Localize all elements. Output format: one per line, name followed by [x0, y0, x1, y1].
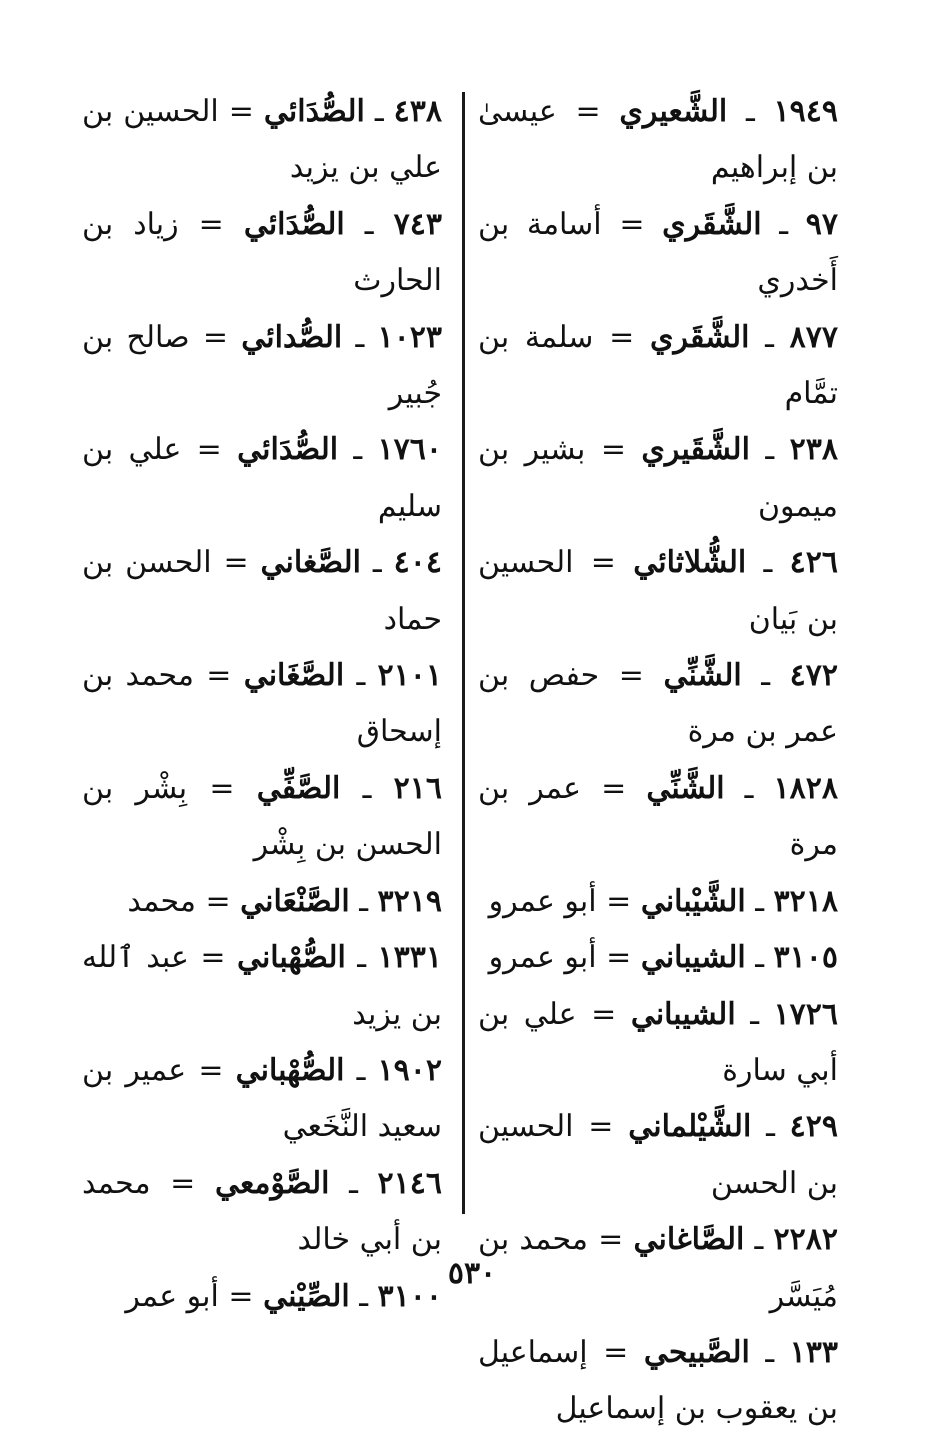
entry-name: الصَّغَاني — [243, 658, 345, 694]
index-entry: ٣١٠٠ ـ الصِّيْني = أبو عمر — [125, 1278, 442, 1314]
entry-name: الصُّدَائي — [243, 206, 345, 242]
entry-name: الشيباني — [640, 940, 746, 976]
entry-number: ١٩٠٢ — [377, 1052, 442, 1088]
index-entry: ١٧٢٦ ـ الشيباني = علي بن أبي سارة — [478, 996, 838, 1088]
entry-number: ٤٧٢ — [789, 658, 838, 694]
entry-name: الصَّوْمعي — [214, 1165, 330, 1201]
index-entry: ٢٣٨ ـ الشَّقَيري = بشير بن ميمون — [478, 432, 838, 524]
index-entry: ٤٣٨ ـ الصُّدَائي = الحسين بن علي بن يزيد — [82, 94, 442, 186]
entry-number: ٣١٠٠ — [377, 1278, 442, 1314]
entry-value: الحسين بن علي بن يزيد — [82, 94, 442, 186]
entry-value: سلمة بن تمَّام — [478, 319, 838, 412]
index-entry: ٣١٠٥ ـ الشيباني = أبو عمرو — [488, 940, 838, 976]
entry-value: عمر بن مرة — [478, 770, 838, 863]
entry-name: الشَّيْلماني — [628, 1109, 752, 1145]
index-entry: ١٣٣ ـ الصَّبيحي = إسماعيل بن يعقوب بن إسماعيل — [478, 1334, 838, 1427]
index-entry: ١٨٢٨ ـ الشَّنِّي = عمر بن مرة — [478, 770, 838, 863]
entry-number: ٣١٠٥ — [773, 940, 838, 976]
entry-value: حفص بن عمر بن مرة — [478, 658, 838, 750]
index-entry: ١٣٣١ ـ الصُّهْباني = عبد ٱلله بن يزيد — [82, 940, 442, 1032]
index-entry: ٤٢٩ ـ الشَّيْلماني = الحسين بن الحسن — [478, 1109, 838, 1201]
entry-number: ١٨٢٨ — [773, 770, 838, 806]
entry-number: ٢١٦ — [393, 770, 442, 806]
entry-number: ١٣٣١ — [377, 940, 442, 976]
index-entry: ٤٠٤ ـ الصَّغاني = الحسن بن حماد — [82, 545, 442, 637]
index-entry: ٣٢١٨ ـ الشَّيْباني = أبو عمرو — [488, 883, 838, 919]
index-entry: ٢١٤٦ ـ الصَّوْمعي = محمد بن أبي خالد — [82, 1165, 442, 1258]
entry-number: ١٠٢٣ — [377, 319, 442, 355]
entry-name: الصُّدائي — [241, 319, 343, 355]
entry-name: الصُّهْباني — [236, 940, 346, 976]
index-entry: ٩٧ ـ الشَّقَري = أسامة بن أَخدري — [478, 206, 838, 299]
entry-value: أبو عمرو — [488, 940, 597, 976]
entry-value: أبو عمرو — [488, 883, 597, 919]
entry-value: أسامة بن أَخدري — [478, 206, 838, 299]
entry-name: الصُّهْباني — [235, 1052, 345, 1088]
index-entry: ٧٤٣ ـ الصُّدَائي = زياد بن الحارث — [82, 206, 442, 299]
entry-number: ٨٧٧ — [789, 319, 838, 355]
entry-value: الحسين بن بَيان — [478, 545, 838, 637]
entry-number: ٤٣٨ — [393, 94, 442, 129]
entry-value: عمير بن سعيد النَّخَعي — [82, 1052, 442, 1145]
entry-name: الشُّلاثائي — [633, 545, 747, 581]
entry-number: ٤٢٩ — [789, 1109, 838, 1145]
entry-number: ٢١٠١ — [377, 658, 442, 694]
index-entry: ٢١٦ ـ الصَّفِّي = بِشْر بن الحسن بن بِشْر — [82, 770, 442, 863]
entry-value: إسماعيل بن يعقوب بن إسماعيل — [478, 1334, 838, 1427]
entry-name: الصَّفِّي — [256, 770, 341, 806]
entry-name: الصَّغاني — [260, 545, 362, 581]
index-entry: ٢١٠١ ـ الصَّغَاني = محمد بن إسحاق — [82, 658, 442, 750]
entry-number: ١٩٤٩ — [773, 94, 838, 129]
entry-value: الحسين بن الحسن — [478, 1109, 838, 1201]
entry-value: الحسن بن حماد — [82, 545, 442, 637]
entry-name: الصِّيْني — [263, 1278, 350, 1314]
column-divider — [462, 92, 465, 1214]
entry-number: ٢٢٨٢ — [773, 1222, 838, 1258]
entry-value: صالح بن جُبير — [82, 319, 442, 412]
index-entry: ٣٢١٩ ـ الصَّنْعَاني = محمد — [127, 883, 442, 919]
entry-value: محمد بن إسحاق — [82, 658, 442, 750]
index-entry: ٢٢٨٢ ـ الصَّاغاني = محمد بن مُيَسَّر — [478, 1222, 838, 1314]
entry-value: محمد بن أبي خالد — [82, 1165, 442, 1258]
index-entry: ١٩٠٢ ـ الصُّهْباني = عمير بن سعيد النَّخَعي — [82, 1052, 442, 1145]
entry-value: محمد بن مُيَسَّر — [478, 1222, 838, 1314]
index-entry: ٤٢٦ ـ الشُّلاثائي = الحسين بن بَيان — [478, 545, 838, 637]
index-entry: ٤٧٢ ـ الشَّنِّي = حفص بن عمر بن مرة — [478, 658, 838, 750]
entry-name: الصَّاغاني — [633, 1222, 745, 1258]
entry-number: ٤٠٤ — [393, 545, 442, 581]
entry-name: الشَّقَري — [662, 206, 762, 242]
page-number: ٥٣٠ — [447, 1256, 497, 1291]
entry-name: الصَّبيحي — [643, 1334, 750, 1370]
entry-name: الشَّنِّي — [646, 770, 725, 806]
entry-name: الشَّيْباني — [640, 883, 746, 919]
entry-value: عيسىٰ بن إبراهيم — [478, 94, 838, 186]
index-entry: ٨٧٧ ـ الشَّقَري = سلمة بن تمَّام — [478, 319, 838, 412]
entry-name: الشَّنِّي — [663, 658, 742, 694]
entry-name: الشَّقَري — [649, 319, 750, 355]
entry-value: علي بن سليم — [82, 432, 442, 524]
entry-number: ١٧٢٦ — [773, 996, 838, 1032]
entry-name: الشَّعيري — [619, 94, 728, 129]
entry-value: عبد ٱلله بن يزيد — [82, 940, 442, 1032]
index-entry: ١٧٦٠ ـ الصُّدَائي = علي بن سليم — [82, 432, 442, 524]
entry-number: ٢١٤٦ — [377, 1165, 442, 1201]
entry-number: ٩٧ — [805, 206, 838, 242]
entry-name: الشيباني — [630, 996, 736, 1032]
entry-number: ٧٤٣ — [393, 206, 442, 242]
left-column — [82, 84, 442, 1325]
entry-name: الشَّقَيري — [641, 432, 750, 468]
entry-value: بِشْر بن الحسن بن بِشْر — [82, 770, 442, 863]
entry-number: ٢٣٨ — [789, 432, 838, 468]
entry-value: علي بن أبي سارة — [478, 996, 838, 1088]
entry-number: ٣٢١٨ — [773, 883, 838, 919]
entry-number: ١٧٦٠ — [377, 432, 442, 468]
right-column — [478, 84, 838, 1438]
index-entry: ١٠٢٣ ـ الصُّدائي = صالح بن جُبير — [82, 319, 442, 412]
entry-value: محمد — [127, 883, 196, 919]
entry-number: ١٣٣ — [789, 1334, 838, 1370]
entry-value: أبو عمر — [125, 1278, 219, 1314]
entry-value: بشير بن ميمون — [478, 432, 838, 524]
entry-name: الصَّنْعَاني — [240, 883, 350, 919]
entry-name: الصُّدَائي — [263, 94, 365, 129]
entry-number: ٣٢١٩ — [377, 883, 442, 919]
entry-name: الصُّدَائي — [237, 432, 339, 468]
entry-number: ٤٢٦ — [789, 545, 838, 581]
entry-value: زياد بن الحارث — [82, 206, 442, 299]
index-entry: ١٩٤٩ ـ الشَّعيري = عيسىٰ بن إبراهيم — [478, 94, 838, 186]
